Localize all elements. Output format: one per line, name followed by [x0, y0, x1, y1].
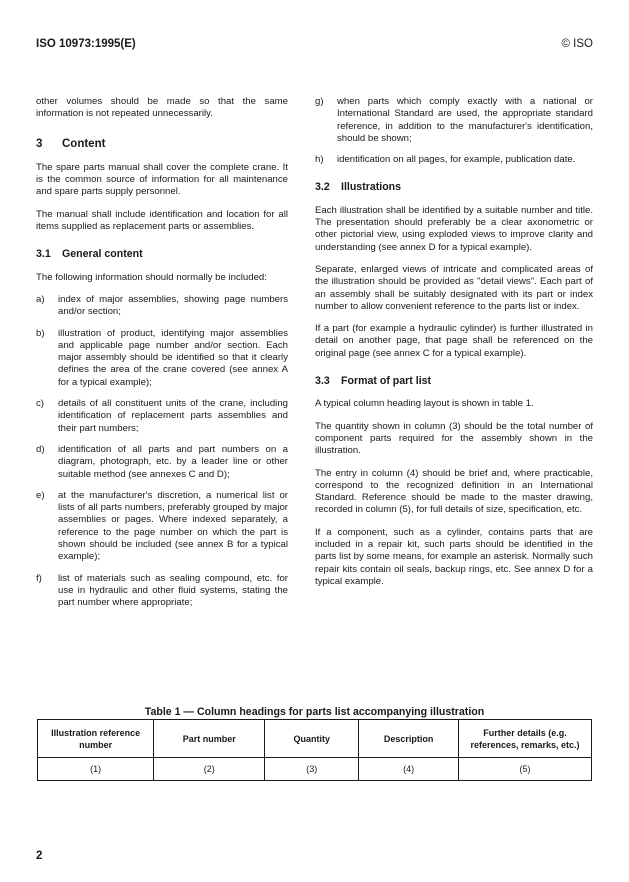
paragraph: The entry in column (4) should be brief and, where practicable, correspond to the recognized definition in an International Standard. Reference should be made to the master drawing, recorded in column (5), for full details of size, specification, etc. [315, 467, 593, 516]
table-row [38, 758, 592, 781]
section-number: 3.2 [315, 181, 330, 194]
paragraph: If a part (for example a hydraulic cylinder) is further illustrated in detail on another page, that page shall be referenced on the original page (see annex C for a typical example). [315, 323, 593, 359]
paragraph: The spare parts manual shall cover the complete crane. It is the common source of information for all maintenance and spare parts supply personnel. [36, 161, 288, 198]
section-3-3-heading [315, 375, 593, 387]
list-text: identification on all pages, for example, publication date. [337, 154, 576, 166]
paragraph: The manual shall include identification and location for all items supplied as replacement parts or assemblies. [36, 208, 288, 233]
section-number: 3 [36, 137, 43, 150]
list-text: details of all constituent units of the crane, including identification of replacement parts assemblies and their part numbers; [58, 398, 288, 434]
column-number: (4) [359, 758, 459, 781]
list-marker: c) [36, 398, 44, 410]
list-marker: g) [315, 96, 324, 107]
column-header: Part number [154, 720, 265, 758]
section-3-2-heading [315, 181, 593, 193]
column-header: Illustration reference number [38, 720, 154, 758]
paragraph: Separate, enlarged views of intricate and complicated areas of the illustration should be provided as "detail views". Each part of an assembly shall be suitably designated with its part or index number to allow convenient reference to the parts list or index. [315, 263, 593, 312]
paragraph: A typical column heading layout is shown in table 1. [315, 398, 534, 410]
section-number: 3.3 [315, 375, 330, 388]
section-title: Content [62, 137, 106, 150]
paragraph: The quantity shown in column (3) should be the total number of component parts required for the assembly shown in the illustration. [315, 420, 593, 457]
list-item [36, 490, 288, 564]
list-item [315, 96, 593, 145]
document-standard-id: ISO 10973:1995(E) [36, 38, 136, 50]
list-marker: e) [36, 489, 45, 501]
right-column [315, 96, 593, 598]
section-title: Illustrations [341, 181, 402, 194]
list-marker: h) [315, 154, 324, 166]
section-3-1-heading [36, 248, 288, 260]
list-text: when parts which comply exactly with a national or International Standard are used, the appropriate standard reference, in addition to the manufacturer's identification, should be shown; [337, 96, 593, 144]
list-text: illustration of product, identifying major assemblies and applicable page number and/or section. Each major assembly should be identified so that it clearly defines the area of the crane covered (see annex A for a typical example); [58, 327, 288, 388]
list-item [36, 328, 288, 389]
list-item [36, 294, 288, 319]
column-number: (2) [154, 758, 265, 781]
page-number: 2 [36, 850, 43, 862]
list-text: list of materials such as sealing compound, etc. for use in hydraulic and other fluid systems, stating the part number where appropriate; [58, 572, 288, 609]
paragraph: The following information should normally be included: [36, 271, 267, 283]
copyright-notice: © ISO [561, 38, 593, 50]
list-marker: d) [36, 443, 45, 455]
list-item [36, 398, 288, 435]
paragraph: If a component, such as a cylinder, contains parts that are included in a repair kit, such parts should be identified in the parts list by some means, for example an asterisk. Normally such repair kits contain oil seals, backup rings, etc. See annex D for a typical example. [315, 526, 593, 587]
list-item [36, 444, 288, 481]
table-header-row [38, 720, 592, 758]
column-header: Further details (e.g. references, remarks, etc.) [459, 720, 592, 758]
list-item [36, 573, 288, 610]
column-header: Quantity [265, 720, 359, 758]
column-header: Description [359, 720, 459, 758]
paragraph: Each illustration shall be identified by a suitable number and title. The presentation should preferably be a clear axonometric or other pictorial view, using exploded views to improve clarity and understanding (see annex D for a typical example). [315, 204, 593, 253]
section-title: Format of part list [341, 375, 432, 388]
section-3-heading [36, 138, 288, 150]
left-column [36, 96, 288, 619]
column-number: (5) [459, 758, 592, 781]
list-marker: b) [36, 327, 45, 339]
list-text: identification of all parts and part numbers on a diagram, photograph, etc. by a leader line or other suitable method (see annexes C and D); [58, 443, 288, 480]
list-marker: f) [36, 572, 42, 584]
list-item [315, 154, 593, 166]
parts-list-table [37, 719, 592, 781]
list-text: index of major assemblies, showing page numbers and/or section; [58, 293, 288, 318]
list-text: at the manufacturer's discretion, a numerical list or lists of all parts numbers, preferably grouped by major assemblies or pages. Where indexed separately, a reference to the page number on which the part is shown should be included (see annex B for a typical example); [58, 489, 288, 563]
table-caption: Table 1 — Column headings for parts list accompanying illustration [144, 706, 485, 718]
list-marker: a) [36, 293, 45, 305]
column-number: (3) [265, 758, 359, 781]
column-number: (1) [38, 758, 154, 781]
intro-paragraph: other volumes should be made so that the same information is not repeated unnecessarily. [36, 96, 288, 120]
section-number: 3.1 [36, 248, 51, 261]
section-title: General content [62, 248, 143, 261]
